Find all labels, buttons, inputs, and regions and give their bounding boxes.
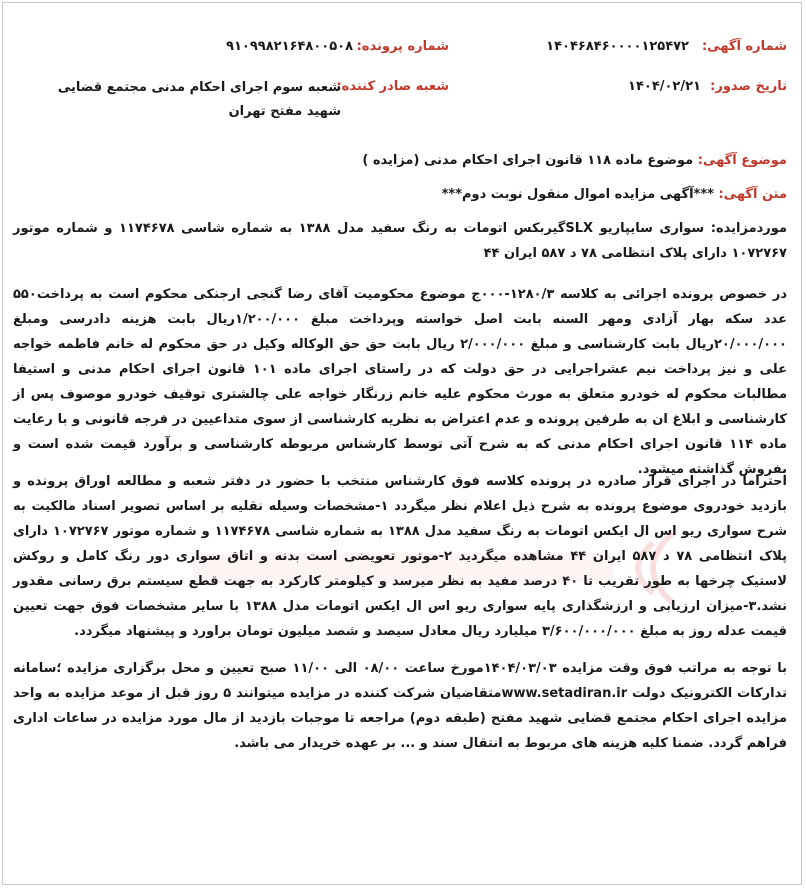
body-paragraph-1: در خصوص پرونده اجرائی به کلاسه ۱۲۸۰/۳-۰۰۰ج موضوع محکومیت آقای رضا گنجی ارجنکی محکوم است به پرداخت۵۵۰ عدد سکه بهار آزادی ومهر السنه بابت اصل خواسته وپرداخت مبلغ ۱/۲۰۰/۰۰۰ریال بابت هزینه دادرسی ومبلغ ۲۰/۰۰۰/۰۰۰ریال بابت کارشناسی و مبلغ ۲/۰۰۰/۰۰۰ ریال بابت حق حق الوکاله وکیل در حق محکوم له خانم فاطمه خواجه علی و نیز پرداخت نیم عشراجرایی در حق دولت که در راستای اجرای ماده ۱۰۱ قانون اجرای احکام مدنی و استیفا مطالبات محکوم له خودرو متعلق به مورث محکوم علیه خانم زرنگار خواجه علی چالشتری توقیف خودرو موصوف پس از کارشناسی و ابلاغ ان به طرفین پرونده و عدم اعتراض به نظریه کارشناسی از سوی متداعیین در فرجه قانونی و با رعایت ماده ۱۱۴ قانون اجرای احکام مدنی که به شرح آتی توسط کارشناس مربوطه کارشناسی و برآورد قیمت شده است و بفروش گذاشته میشود. — [13, 287, 787, 477]
notice-number-value: ۱۴۰۴۶۸۴۶۰۰۰۰۱۲۵۴۷۲ — [546, 39, 689, 54]
auction-item-label: موردمزایده: — [710, 221, 787, 236]
subject-row — [362, 153, 787, 168]
body-paragraph-3: با توجه به مراتب فوق وقت مزایده ۱۴۰۴/۰۳/۰۳مورخ ساعت ۰۸/۰۰ الی ۱۱/۰۰ صبح تعیین و محل برگزاری مزایده ؛سامانه تدارکات الکترونیک دولت www.setadiran.irمتقاضیان شرکت کننده در مزایده میتوانند ۵ روز قبل از موعد مزایده به واحد مزایده اجرای احکام مجتمع قضایی شهید مفتح (طبقه دوم) مراجعه تا موجبات بازدید از مال مورد مزایده در ساعات اداری فراهم گردد. ضمنا کلیه هزینه های مربوط به انتقال سند و ... بر عهده خریدار می باشد. — [13, 661, 787, 751]
text-intro-value: ***آگهی مزایده اموال منقول نوبت دوم*** — [441, 187, 714, 202]
body-paragraph-2: احتراما در اجرای قرار صادره در پرونده کلاسه فوق کارشناس منتخب با حضور در دفتر شعبه و مطالعه اوراق پرونده و بازدید خودروی موضوع پرونده به شرح ذیل اعلام نظر میگردد ۱-مشخصات وسیله نقلیه بر اساس تصویر اسناد مالکیت به شرح سواری ریو اس ال ایکس اتومات به رنگ سفید مدل ۱۳۸۸ به شماره شاسی ۱۱۷۴۶۷۸ و شماره موتور ۱۰۷۲۷۶۷ دارای پلاک انتظامی ۷۸ د ۵۸۷ ایران ۴۴ مشاهده میگردید ۲-موتور تعویضی است بدنه و اتاق سواری دور رنگ کامل و روکش لاستیک چرخها به طور تقریب تا ۴۰ درصد مفید به نظر میرسد و کیلومتر کارکرد به جهت قطع سیستم برق رسانی مقدور نشد.۳-میزان ارزیابی و ارزشگذاری پایه سواری ریو اس ال ایکس اتومات مدل ۱۳۸۸ با سایر مشخصات فوق جهت تعیین قیمت عدله روز به مبلغ ۳/۶۰۰/۰۰۰/۰۰۰ میلیارد ریال معادل سیصد و شصد میلیون تومان براورد و پیشنهاد میگردد. — [13, 474, 788, 639]
issuer-label: شعبه صادر کننده: — [336, 79, 449, 94]
issue-date-value: ۱۴۰۴/۰۲/۲۱ — [628, 79, 701, 94]
case-number-label: شماره پرونده: — [356, 39, 449, 54]
case-number-value: ۹۱۰۹۹۸۲۱۶۴۸۰۰۵۰۸ — [226, 39, 353, 54]
auction-item-value: سواری سایپاریو SLXگیربکس اتومات به رنگ سفید مدل ۱۳۸۸ به شماره شاسی ۱۱۷۴۶۷۸ و شماره موتور ۱۰۷۲۷۶۷ دارای پلاک انتظامی ۷۸ د ۵۸۷ ایران ۴۴ — [13, 221, 787, 261]
auction-item — [13, 216, 787, 266]
notice-number-label: شماره آگهی: — [701, 39, 787, 54]
notice-document — [2, 2, 802, 885]
text-intro-row — [442, 187, 787, 202]
text-intro-label: متن آگهی: — [718, 187, 787, 202]
subject-label: موضوع آگهی: — [697, 153, 787, 168]
subject-value: موضوع ماده ۱۱۸ قانون اجرای احکام مدنی (مزایده ) — [362, 153, 694, 168]
issue-date-label: تاریخ صدور: — [710, 79, 787, 94]
issuer-value: شعبه سوم اجرای احکام مدنی مجتمع قضایی شهید مفتح تهران — [57, 80, 341, 119]
